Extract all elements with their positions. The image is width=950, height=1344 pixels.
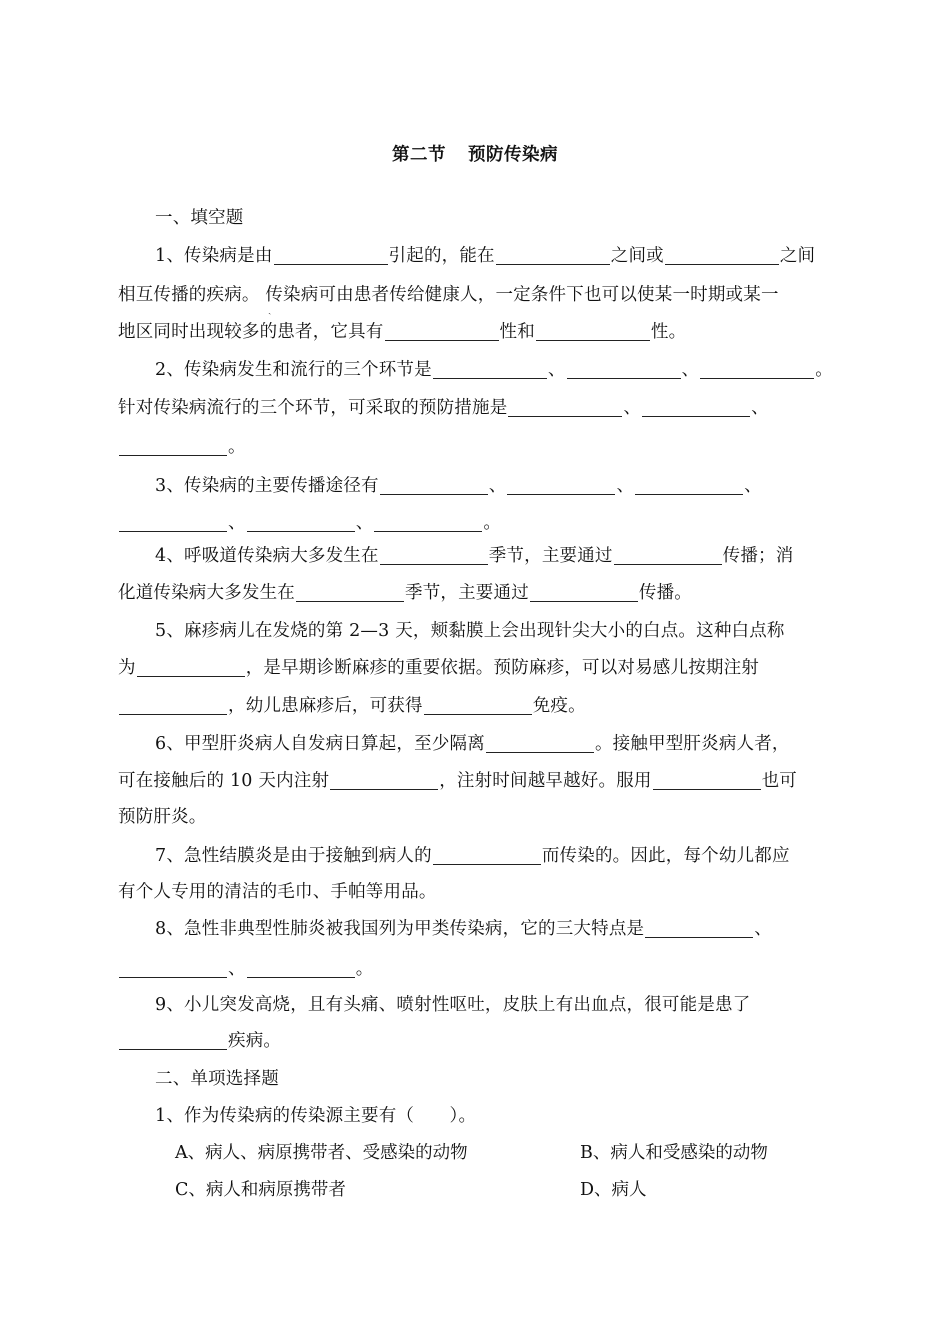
mc-option-c[interactable]: C、病人和病原携带者	[175, 1180, 346, 1200]
question-6-line-2: 可在接触后的 10 天内注射 ，注射时间越早越好。服用 也可	[118, 771, 798, 791]
answer-blank[interactable]	[424, 694, 532, 715]
chapter-label: 第二节	[392, 145, 446, 165]
question-6-line-1: 6、甲型肝炎病人自发病日算起，至少隔离 。接触甲型肝炎病人者，	[155, 734, 790, 754]
question-1-line-1: 1、传染病是由 引起的，能在 之间或 之间	[155, 246, 816, 266]
answer-blank[interactable]	[433, 358, 547, 379]
question-3-line-1: 3、传染病的主要传播途径有 、 、 、	[155, 476, 762, 496]
answer-blank[interactable]	[496, 244, 610, 265]
mc-option-b[interactable]: B、病人和受感染的动物	[580, 1143, 768, 1163]
section-heading-choice: 二、单项选择题	[155, 1069, 279, 1089]
answer-blank[interactable]	[700, 358, 814, 379]
answer-blank[interactable]	[433, 844, 541, 865]
answer-blank[interactable]	[508, 396, 622, 417]
section-heading-fill: 一、填空题	[155, 208, 244, 228]
answer-blank[interactable]	[247, 957, 355, 978]
answer-blank[interactable]	[614, 544, 722, 565]
question-5-line-2: 为 ，是早期诊断麻疹的重要依据。预防麻疹，可以对易感儿按期注射	[118, 658, 760, 678]
answer-blank[interactable]	[380, 474, 488, 495]
answer-blank[interactable]	[380, 544, 488, 565]
question-5-line-1: 5、麻疹病儿在发烧的第 2—3 天，颊黏膜上会出现针尖大小的白点。这种白点称	[155, 621, 785, 641]
answer-blank[interactable]	[642, 396, 750, 417]
mc-option-d[interactable]: D、病人	[580, 1180, 647, 1200]
answer-blank[interactable]	[330, 769, 438, 790]
answer-blank[interactable]	[296, 581, 404, 602]
page-title	[0, 141, 950, 166]
question-7-line-1: 7、急性结膜炎是由于接触到病人的 而传染的。因此，每个幼儿都应	[155, 846, 790, 866]
answer-blank[interactable]	[486, 732, 594, 753]
answer-blank[interactable]	[119, 435, 227, 456]
question-1-line-2: 相互传播的疾病。 传染病可由患者传给健康人，一定条件下也可以使某一时期或某一	[118, 285, 779, 305]
question-2-line-3: 。	[118, 432, 838, 462]
question-8-line-1: 8、急性非典型性肺炎被我国列为甲类传染病，它的三大特点是 、	[155, 919, 772, 939]
answer-blank[interactable]	[119, 1029, 227, 1050]
question-9-line-1: 9、小儿突发高烧，且有头痛、喷射性呕吐，皮肤上有出血点，很可能是患了	[155, 995, 751, 1015]
answer-blank[interactable]	[119, 957, 227, 978]
question-2-line-2: 针对传染病流行的三个环节，可采取的预防措施是 、 、	[118, 398, 769, 418]
mc-question-1-stem: 1、作为传染病的传染源主要有（ ）。	[155, 1106, 477, 1126]
answer-blank[interactable]	[385, 320, 499, 341]
answer-blank[interactable]	[530, 581, 638, 602]
answer-blank[interactable]	[665, 244, 779, 265]
question-4-line-1: 4、呼吸道传染病大多发生在 季节，主要通过 传播；消	[155, 546, 794, 566]
answer-blank[interactable]	[247, 511, 355, 532]
answer-blank[interactable]	[119, 694, 227, 715]
question-7-line-2: 有个人专用的清洁的毛巾、手帕等用品。	[118, 882, 437, 902]
question-6-line-3: 预防肝炎。	[118, 807, 207, 827]
answer-blank[interactable]	[274, 244, 388, 265]
answer-blank[interactable]	[119, 511, 227, 532]
answer-blank[interactable]	[536, 320, 650, 341]
answer-blank[interactable]	[653, 769, 761, 790]
question-1-line-3: 地区同时出现较多的患者，它具有 性和 性。	[118, 322, 687, 342]
question-2-line-1: 2、传染病发生和流行的三个环节是 、 、 。	[155, 360, 833, 380]
question-3-line-2: 、 、 。	[118, 508, 838, 538]
stray-mark: ˎ	[268, 304, 272, 315]
answer-blank[interactable]	[507, 474, 615, 495]
question-4-line-2: 化道传染病大多发生在 季节，主要通过 传播。	[118, 583, 693, 603]
answer-blank[interactable]	[137, 656, 245, 677]
mc-option-a[interactable]: A、病人、病原携带者、受感染的动物	[175, 1143, 468, 1163]
question-8-line-2: 、 。	[118, 954, 838, 984]
question-9-line-2: 疾病。	[118, 1026, 838, 1056]
answer-blank[interactable]	[567, 358, 681, 379]
answer-blank[interactable]	[645, 917, 753, 938]
answer-blank[interactable]	[374, 511, 482, 532]
answer-blank[interactable]	[635, 474, 743, 495]
chapter-name: 预防传染病	[468, 145, 558, 165]
question-5-line-3: ，幼儿患麻疹后，可获得 免疫。	[118, 691, 838, 721]
